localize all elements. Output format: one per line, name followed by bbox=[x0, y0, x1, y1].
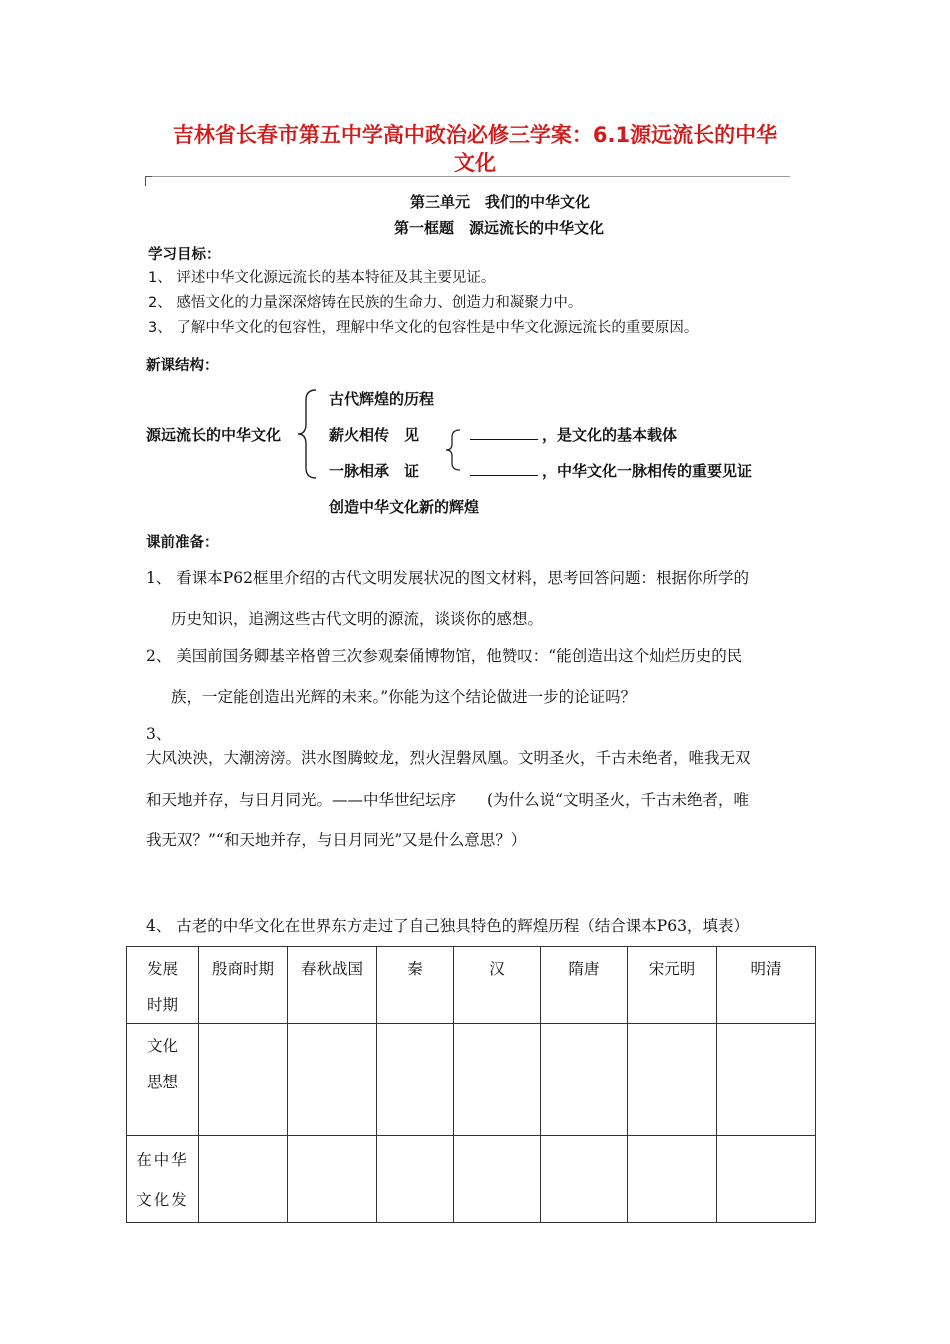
table-cell[interactable] bbox=[288, 1136, 377, 1223]
prep-question-3-line2: 和天地并存，与日月同光。——中华世纪坛序 (为什么说“文明圣火，千古未绝者，唯 bbox=[146, 791, 749, 809]
table-row bbox=[127, 1024, 816, 1136]
table-cell[interactable] bbox=[454, 1136, 541, 1223]
table-row-label: 在中华文化发 bbox=[127, 1136, 199, 1223]
table-header-cell: 宋元明 bbox=[628, 947, 717, 1024]
table-header-cell: 殷商时期 bbox=[199, 947, 288, 1024]
structure-branch-creation: 创造中华文化新的辉煌 bbox=[329, 498, 480, 516]
table-header-cell: 发展时期 bbox=[127, 947, 199, 1024]
title-divider bbox=[150, 176, 790, 177]
structure-root: 源远流长的中华文化 bbox=[146, 426, 282, 444]
structure-sub-evidence: ，中华文化一脉相传的重要见证 bbox=[470, 460, 752, 481]
structure-branch-testimony: 薪火相传 见 bbox=[329, 426, 420, 444]
table-header-cell: 汉 bbox=[454, 947, 541, 1024]
objective-item: 3、 了解中华文化的包容性，理解中华文化的包容性是中华文化源远流长的重要原因。 bbox=[148, 320, 699, 336]
table-cell[interactable] bbox=[288, 1024, 377, 1136]
objective-item: 1、 评述中华文化源远流长的基本特征及其主要见证。 bbox=[148, 270, 496, 286]
prep-question-3-line3: 我无双？”“和天地并存，与日月同光”又是什么意思？） bbox=[146, 831, 527, 849]
prep-question-2-line1: 2、 美国前国务卿基辛格曾三次参观秦俑博物馆，他赞叹：“能创造出这个灿烂历史的民 bbox=[146, 647, 743, 665]
table-cell[interactable] bbox=[541, 1024, 628, 1136]
structure-branch-continuity: 一脉相承 证 bbox=[329, 462, 420, 480]
table-header-row bbox=[127, 947, 816, 1024]
table-cell[interactable] bbox=[377, 1024, 454, 1136]
prep-question-2-line2: 族，一定能创造出光辉的未来。”你能为这个结论做进一步的论证吗？ bbox=[171, 688, 637, 706]
lesson-heading: 第一框题 源远流长的中华文化 bbox=[394, 219, 605, 237]
history-table bbox=[126, 946, 816, 1223]
table-cell[interactable] bbox=[541, 1136, 628, 1223]
table-cell[interactable] bbox=[717, 1024, 816, 1136]
table-header-cell: 春秋战国 bbox=[288, 947, 377, 1024]
document-title-line1: 吉林省长春市第五中学高中政治必修三学案：6.1源远流长的中华 bbox=[172, 123, 778, 147]
table-cell[interactable] bbox=[377, 1136, 454, 1223]
objectives-label: 学习目标： bbox=[148, 247, 221, 263]
structure-sub-carrier: ，是文化的基本载体 bbox=[470, 424, 677, 445]
corner-mark bbox=[145, 176, 152, 186]
structure-brace-sub bbox=[444, 428, 464, 472]
objective-item: 2、 感悟文化的力量深深熔铸在民族的生命力、创造力和凝聚力中。 bbox=[148, 295, 583, 311]
unit-heading: 第三单元 我们的中华文化 bbox=[410, 193, 591, 211]
structure-label: 新课结构： bbox=[146, 358, 219, 374]
fill-blank[interactable] bbox=[470, 425, 538, 440]
table-row-label: 文化思想 bbox=[127, 1024, 199, 1136]
prep-question-3-line1: 大风泱泱，大潮滂滂。洪水图腾蛟龙，烈火涅磐凤凰。文明圣火，千古未绝者，唯我无双 bbox=[146, 749, 751, 767]
table-header-cell: 秦 bbox=[377, 947, 454, 1024]
fill-blank[interactable] bbox=[470, 461, 538, 476]
prep-question-1-line2: 历史知识，追溯这些古代文明的源流，谈谈你的感想。 bbox=[171, 610, 544, 628]
prep-question-3-number: 3、 bbox=[146, 725, 172, 743]
table-cell[interactable] bbox=[628, 1136, 717, 1223]
document-title-line2: 文化 bbox=[454, 151, 496, 175]
table-cell[interactable] bbox=[199, 1136, 288, 1223]
prep-question-4: 4、 古老的中华文化在世界东方走过了自己独具特色的辉煌历程（结合课本P63，填表） bbox=[146, 917, 749, 935]
structure-branch-history: 古代辉煌的历程 bbox=[329, 390, 435, 408]
prep-label: 课前准备： bbox=[146, 535, 219, 551]
table-header-cell: 隋唐 bbox=[541, 947, 628, 1024]
table-cell[interactable] bbox=[628, 1024, 717, 1136]
table-header-cell: 明清 bbox=[717, 947, 816, 1024]
table-cell[interactable] bbox=[199, 1024, 288, 1136]
table-cell[interactable] bbox=[454, 1024, 541, 1136]
structure-brace-main bbox=[296, 388, 320, 480]
table-cell[interactable] bbox=[717, 1136, 816, 1223]
table-row bbox=[127, 1136, 816, 1223]
prep-question-1-line1: 1、 看课本P62框里介绍的古代文明发展状况的图文材料，思考回答问题：根据你所学的 bbox=[146, 569, 749, 587]
